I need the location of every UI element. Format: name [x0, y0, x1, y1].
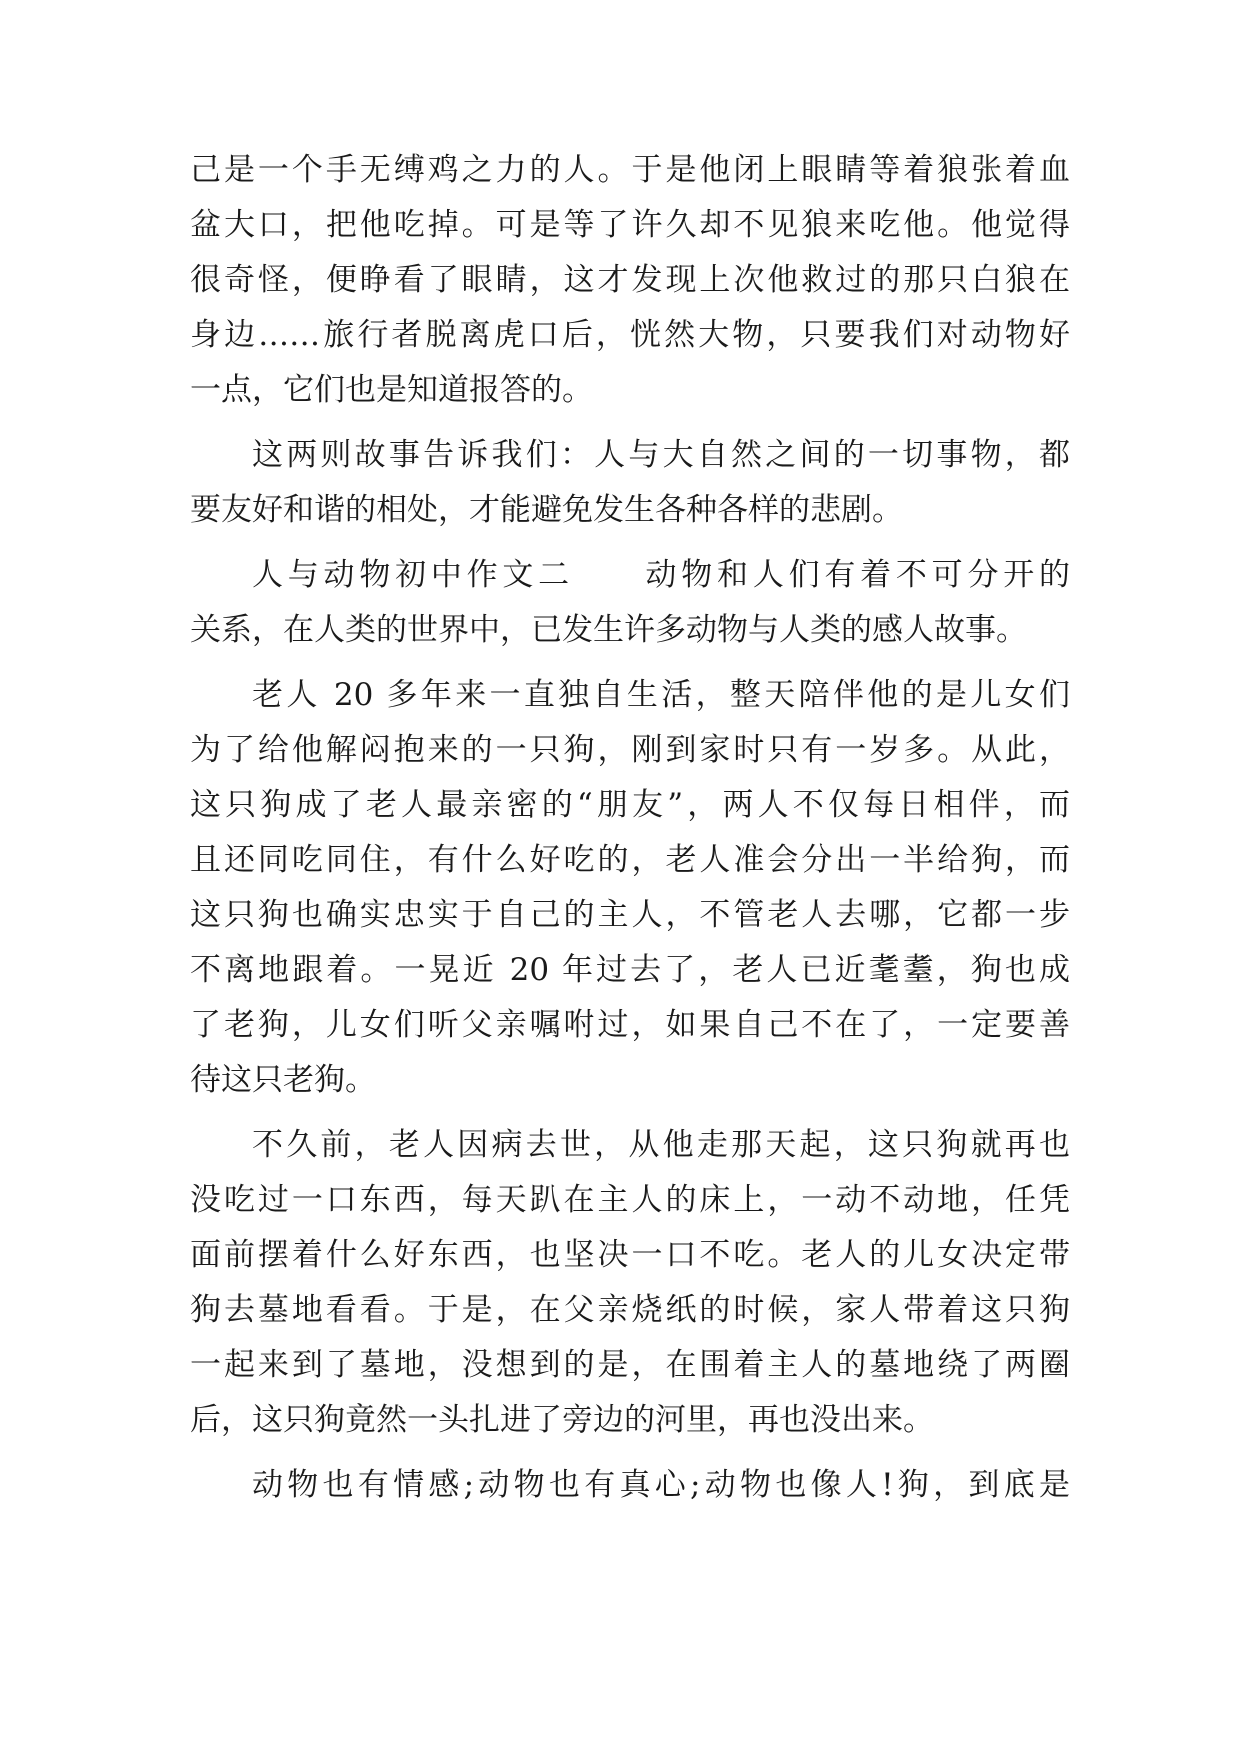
- text-line: 不离地跟着。一晃近 20 年过去了，老人已近耄耋，狗也成: [190, 952, 1070, 988]
- text-line: 盆大口，把他吃掉。可是等了许久却不见狼来吃他。他觉得: [190, 207, 1070, 243]
- text-line: 狗去墓地看看。于是，在父亲烧纸的时候，家人带着这只狗: [190, 1292, 1070, 1328]
- text-line: 关系，在人类的世界中，已发生许多动物与人类的感人故事。: [190, 612, 1027, 648]
- text-line: 一点，它们也是知道报答的。: [190, 372, 593, 408]
- text-line: 身边……旅行者脱离虎口后，恍然大物，只要我们对动物好: [190, 317, 1070, 353]
- text-line: 这只狗也确实忠实于自己的主人，不管老人去哪，它都一步: [190, 897, 1070, 933]
- paragraph-first-line: 老人 20 多年来一直独自生活，整天陪伴他的是儿女们: [252, 677, 1070, 713]
- text-line: 后，这只狗竟然一头扎进了旁边的河里，再也没出来。: [190, 1402, 934, 1438]
- text-line: 没吃过一口东西，每天趴在主人的床上，一动不动地，任凭: [190, 1182, 1070, 1218]
- text-line: 面前摆着什么好东西，也坚决一口不吃。老人的儿女决定带: [190, 1237, 1070, 1273]
- text-line: 待这只老狗。: [190, 1062, 376, 1098]
- section-heading-line: 人与动物初中作文二 动物和人们有着不可分开的: [252, 557, 1070, 593]
- text-line: 了老狗，儿女们听父亲嘱咐过，如果自己不在了，一定要善: [190, 1007, 1070, 1043]
- text-line: 己是一个手无缚鸡之力的人。于是他闭上眼睛等着狼张着血: [190, 152, 1070, 188]
- text-line: 一起来到了墓地，没想到的是，在围着主人的墓地绕了两圈: [190, 1347, 1070, 1383]
- text-line: 很奇怪，便睁看了眼睛，这才发现上次他救过的那只白狼在: [190, 262, 1070, 298]
- text-line: 且还同吃同住，有什么好吃的，老人准会分出一半给狗，而: [190, 842, 1070, 878]
- paragraph-first-line: 动物也有情感;动物也有真心;动物也像人!狗，到底是: [252, 1467, 1070, 1503]
- text-line: 要友好和谐的相处，才能避免发生各种各样的悲剧。: [190, 492, 903, 528]
- paragraph-first-line: 这两则故事告诉我们：人与大自然之间的一切事物，都: [252, 437, 1070, 473]
- text-line: 这只狗成了老人最亲密的“朋友”，两人不仅每日相伴，而: [190, 787, 1070, 823]
- paragraph-first-line: 不久前，老人因病去世，从他走那天起，这只狗就再也: [252, 1127, 1070, 1163]
- text-line: 为了给他解闷抱来的一只狗，刚到家时只有一岁多。从此，: [190, 732, 1070, 768]
